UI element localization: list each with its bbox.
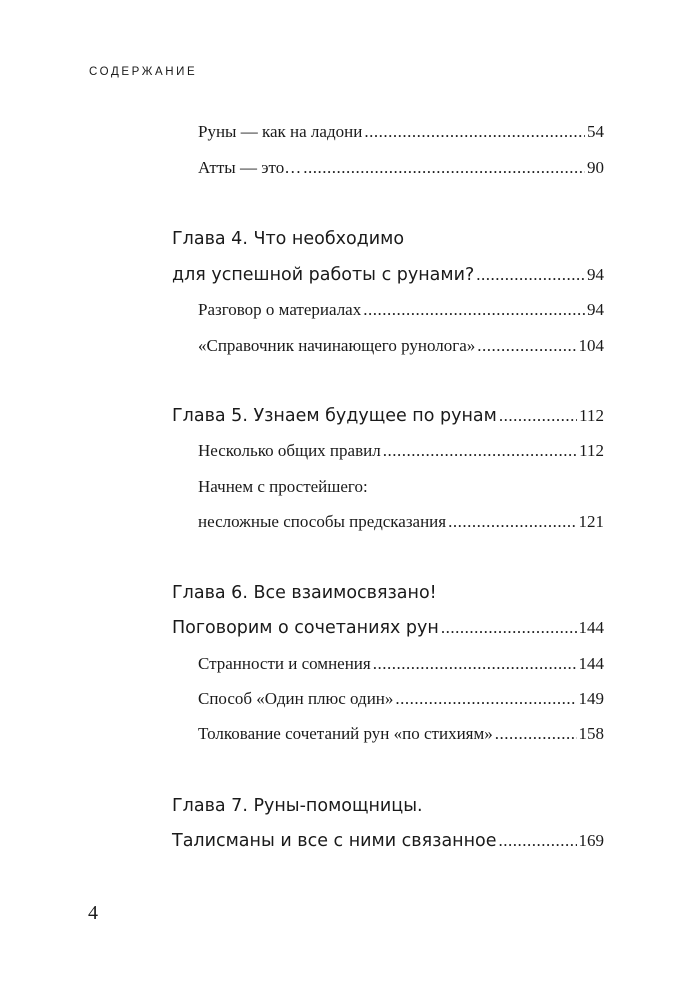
toc-entry-page: 169 xyxy=(578,831,604,850)
toc-entry[interactable] xyxy=(172,122,604,142)
toc-chapter-title: Глава 4. Что необходимо xyxy=(172,229,405,249)
toc-chapter-title: Талисманы и все с ними связанное xyxy=(172,831,497,851)
leader-dots xyxy=(477,336,576,356)
leader-dots xyxy=(364,122,585,142)
leader-dots xyxy=(476,265,585,285)
leader-dots xyxy=(499,406,577,426)
toc-entry-title: Несколько общих правил xyxy=(198,441,381,460)
leader-dots xyxy=(499,831,577,851)
toc-entry-title: Атты — это… xyxy=(198,158,302,177)
running-head: СОДЕРЖАНИЕ xyxy=(89,66,198,78)
toc-entry[interactable] xyxy=(172,336,604,356)
leader-dots xyxy=(448,512,576,532)
toc-entry-title: «Справочник начинающего рунолога» xyxy=(198,336,476,355)
toc-entry[interactable] xyxy=(172,512,604,532)
toc-chapter-entry[interactable] xyxy=(172,265,604,285)
toc-entry[interactable] xyxy=(172,300,604,320)
toc-chapter-heading[interactable] xyxy=(172,229,604,249)
toc-entry-page: 121 xyxy=(578,512,604,531)
toc-entry-title: Руны — как на ладони xyxy=(198,122,363,141)
toc-entry-page: 54 xyxy=(587,122,604,141)
toc-entry[interactable] xyxy=(172,654,604,674)
page-number: 4 xyxy=(88,902,98,924)
toc-entry-page: 90 xyxy=(587,158,604,177)
toc-chapter-entry[interactable] xyxy=(172,406,604,426)
toc-chapter-title: Поговорим о сочетаниях рун xyxy=(172,618,439,638)
toc-entry-page: 112 xyxy=(579,441,604,460)
toc-chapter-title: Глава 6. Все взаимосвязано! xyxy=(172,583,437,603)
toc-entry[interactable] xyxy=(172,689,604,709)
toc-chapter-title: Глава 5. Узнаем будущее по рунам xyxy=(172,406,497,426)
toc-entry-page: 144 xyxy=(578,654,604,673)
toc-entry-title: Начнем с простейшего: xyxy=(198,477,368,496)
toc-chapter-entry[interactable] xyxy=(172,831,604,851)
leader-dots xyxy=(373,654,577,674)
toc-chapter-title: для успешной работы с рунами? xyxy=(172,265,475,285)
toc-entry-page: 158 xyxy=(578,724,604,743)
leader-dots xyxy=(303,158,585,178)
toc-entry-page: 104 xyxy=(578,336,604,355)
toc-entry-title: Странности и сомнения xyxy=(198,654,371,673)
leader-dots xyxy=(383,441,577,461)
toc-entry-page: 144 xyxy=(578,618,604,637)
toc-entry[interactable] xyxy=(172,724,604,744)
toc-entry-first-line[interactable] xyxy=(172,477,604,497)
toc-entry-page: 94 xyxy=(587,300,604,319)
toc-chapter-entry[interactable] xyxy=(172,618,604,638)
toc-entry-page: 112 xyxy=(579,406,604,425)
toc-entry-title: Способ «Один плюс один» xyxy=(198,689,394,708)
toc-entry-page: 149 xyxy=(578,689,604,708)
toc-chapter-heading[interactable] xyxy=(172,796,604,816)
toc-chapter-heading[interactable] xyxy=(172,583,604,603)
toc-entry[interactable] xyxy=(172,441,604,461)
toc-entry-page: 94 xyxy=(587,265,604,284)
leader-dots xyxy=(395,689,576,709)
leader-dots xyxy=(495,724,577,744)
leader-dots xyxy=(363,300,585,320)
toc-entry-title: Разговор о материалах xyxy=(198,300,362,319)
toc-chapter-title: Глава 7. Руны-помощницы. xyxy=(172,796,423,816)
leader-dots xyxy=(441,618,577,638)
toc-entry-title: несложные способы предсказания xyxy=(198,512,447,531)
toc-entry[interactable] xyxy=(172,158,604,178)
toc-entry-title: Толкование сочетаний рун «по стихиям» xyxy=(198,724,493,743)
